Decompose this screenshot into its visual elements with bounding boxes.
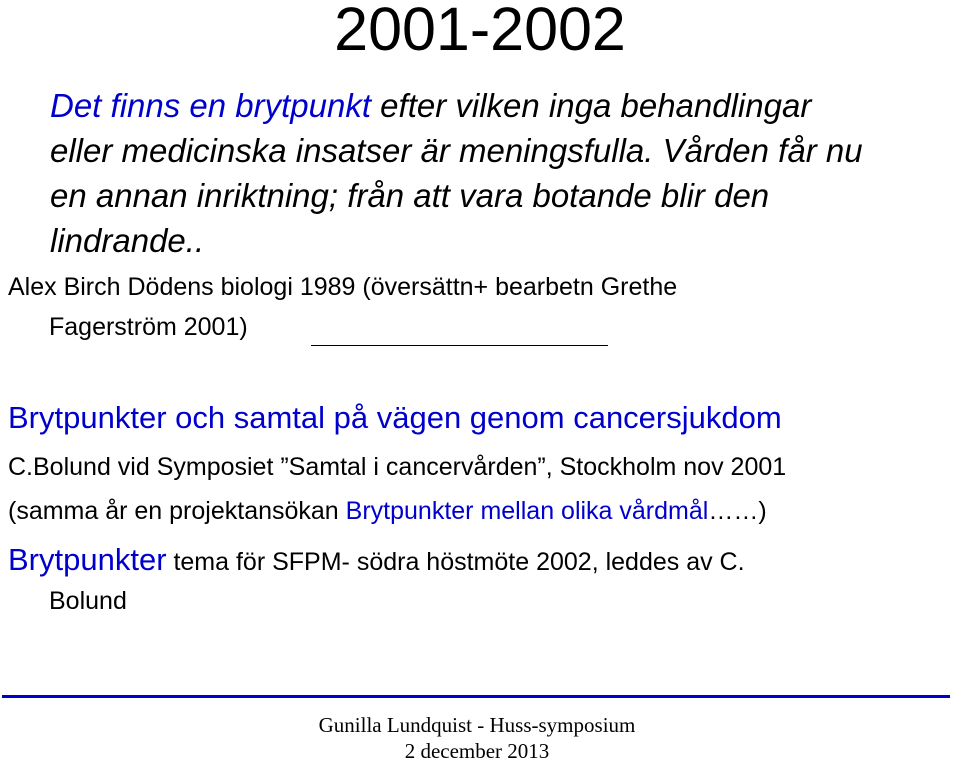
theme-line-highlight: Brytpunkter xyxy=(8,542,167,577)
section-heading: Brytpunkter och samtal på vägen genom cancersjukdom xyxy=(8,400,782,435)
quote-line-1-rest: efter vilken inga behandlingar xyxy=(371,87,812,124)
footer-date: 2 december 2013 xyxy=(404,739,550,763)
slide-title-text: 2001-2002 xyxy=(334,0,626,63)
quote-line-1 xyxy=(50,86,811,126)
theme-line-continuation: Bolund xyxy=(49,587,127,615)
quote-highlight: Det finns en brytpunkt xyxy=(50,87,372,124)
project-line-suffix: ……) xyxy=(708,497,767,525)
footer-author: Gunilla Lundquist - Huss-symposium xyxy=(318,713,636,737)
footer-line-2 xyxy=(0,739,960,763)
footer-rule xyxy=(2,695,950,698)
quote-line-3: en annan inriktning; från att vara botande blir den xyxy=(50,177,770,214)
quote-line-2: eller medicinska insatser är meningsfulla. Vården får nu xyxy=(50,132,863,169)
theme-line xyxy=(8,542,745,577)
footer-line-1 xyxy=(0,713,960,737)
project-line xyxy=(8,496,767,526)
quote-line-4: lindrande.. xyxy=(50,222,205,259)
project-line-prefix: (samma år en projektansökan xyxy=(8,497,346,525)
project-line-highlight: Brytpunkter mellan olika vårdmål xyxy=(345,497,709,525)
theme-line-rest: tema för SFPM- södra höstmöte 2002, leddes av C. xyxy=(166,548,745,576)
citation-rule xyxy=(311,345,608,346)
citation-line-2: Fagerström 2001) xyxy=(49,313,248,341)
symposium-line: C.Bolund vid Symposiet ”Samtal i cancervården”, Stockholm nov 2001 xyxy=(8,453,787,481)
slide-title xyxy=(0,0,960,62)
citation-line-1: Alex Birch Dödens biologi 1989 (översättn+ bearbetn Grethe xyxy=(8,273,678,301)
